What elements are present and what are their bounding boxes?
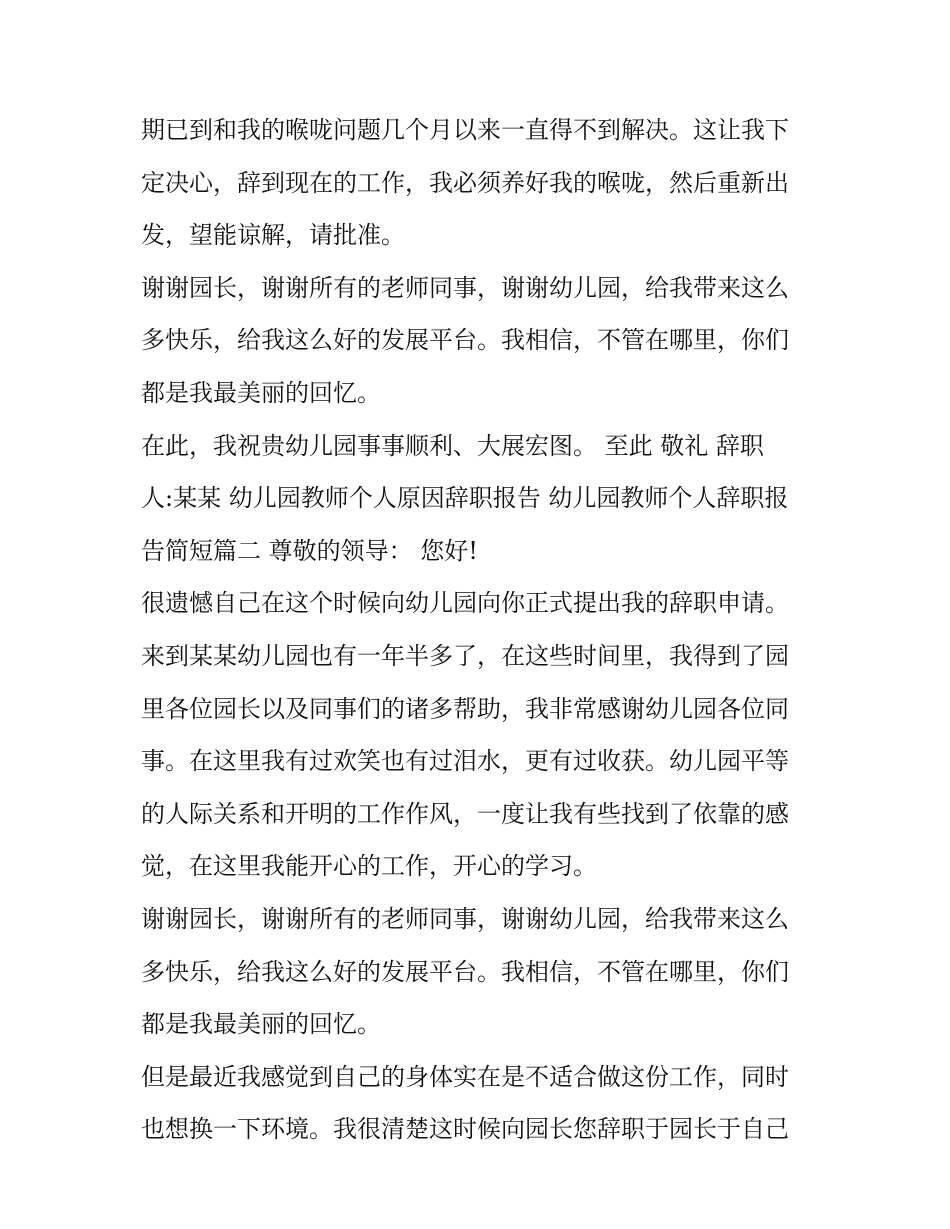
text-line: 事。在这里我有过欢笑也有过泪水，更有过收获。幼儿园平等 [141,747,789,776]
text-line: 来到某某幼儿园也有一年半多了，在这些时间里，我得到了园 [141,641,789,670]
text-line: 发，望能谅解，请批准。 [141,221,405,250]
text-line: 都是我最美丽的回忆。 [141,378,381,407]
text-line: 但是最近我感觉到自己的身体实在是不适合做这份工作，同时 [141,1062,789,1091]
text-line: 里各位园长以及同事们的诸多帮助，我非常感谢幼儿园各位同 [141,694,789,723]
text-line: 告简短篇二 尊敬的领导： 您好! [141,536,478,565]
text-line: 很遗憾自己在这个时候向幼儿园向你正式提出我的辞职申请。 [141,589,789,618]
text-line: 多快乐，给我这么好的发展平台。我相信，不管在哪里，你们 [141,957,789,986]
text-line: 也想换一下环境。我很清楚这时候向园长您辞职于园长于自己 [141,1115,789,1144]
text-line: 的人际关系和开明的工作作风，一度让我有些找到了依靠的感 [141,799,789,828]
text-line: 定决心，辞到现在的工作，我必须养好我的喉咙，然后重新出 [141,168,789,197]
text-line: 觉，在这里我能开心的工作，开心的学习。 [141,852,597,881]
text-line: 期已到和我的喉咙问题几个月以来一直得不到解决。这让我下 [141,116,789,144]
text-line: 在此，我祝贵幼儿园事事顺利、大展宏图。 至此 敬礼 辞职 [141,431,764,460]
text-line: 谢谢园长，谢谢所有的老师同事，谢谢幼儿园，给我带来这么 [141,273,789,302]
text-line: 都是我最美丽的回忆。 [141,1010,381,1039]
text-line: 人:某某 幼儿园教师个人原因辞职报告 幼儿园教师个人辞职报 [141,484,789,513]
text-line: 多快乐，给我这么好的发展平台。我相信，不管在哪里，你们 [141,326,789,355]
document-body [141,108,821,1160]
text-line: 谢谢园长，谢谢所有的老师同事，谢谢幼儿园，给我带来这么 [141,904,789,933]
